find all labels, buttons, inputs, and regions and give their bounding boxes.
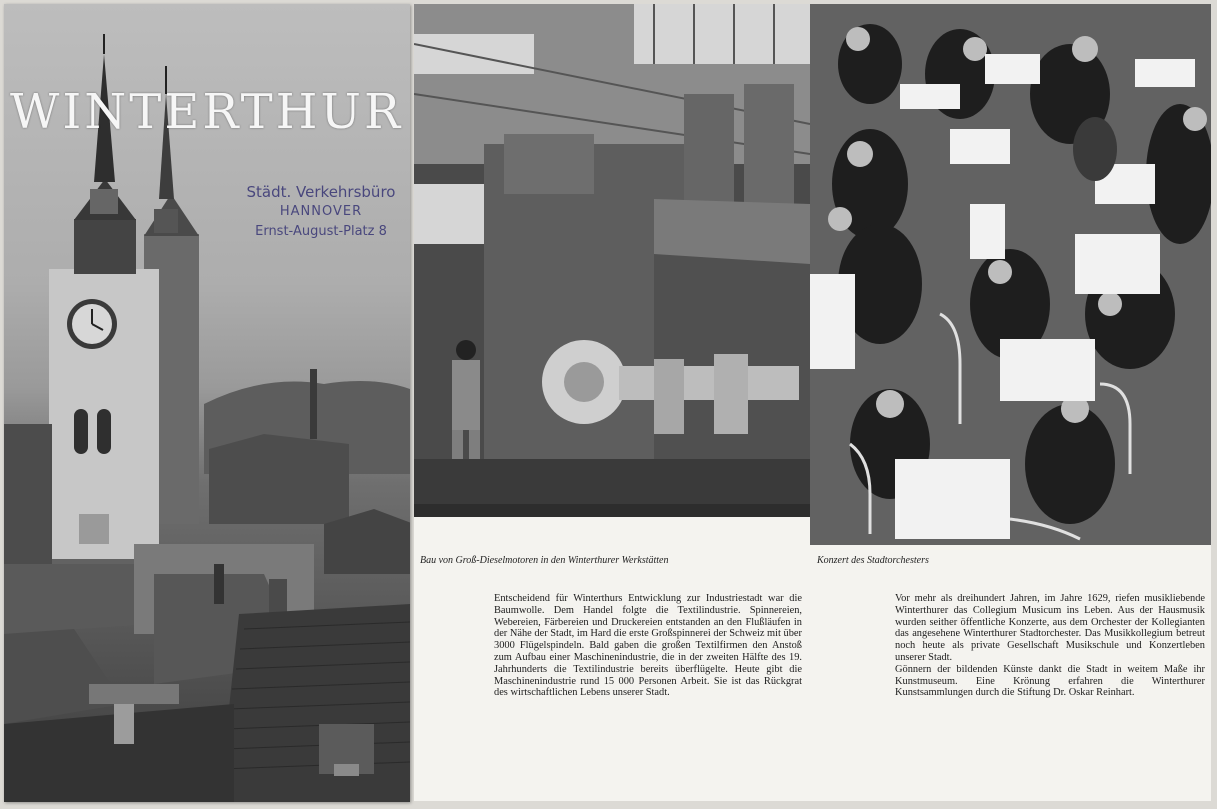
- paragraph: Gönnern der bildenden Künste dankt die Stadt in weitem Maße ihr Kunstmuseum. Eine Krönung erfahren die Winterthurer Kunstsammlungen durch die Stiftung Dr. Oskar Reinhart.: [895, 663, 1205, 699]
- stamp-line-office: Städt. Verkehrsbüro: [246, 183, 396, 201]
- office-stamp: [230, 182, 410, 242]
- paragraph: Vor mehr als dreihundert Jahren, im Jahre 1629, riefen musikliebende Winterthurer das Collegium Musicum ins Leben. Aus der Hausmusik wurden seither öffentliche Konzerte, aus dem Orchester der Kollegianten das angesehene Winterthurer Stadtorchester. Das Musikkollegium betreut noch heute als private Gesellschaft Musikschule und Konzertleben unserer Stadt.: [895, 593, 1205, 663]
- stamp-line-address: Ernst-August-Platz 8: [255, 224, 387, 239]
- industry-panel: [414, 4, 810, 801]
- paragraph: Entscheidend für Winterthurs Entwicklung zur Industriestadt war die Baumwolle. Dem Handel folgte die Textilindustrie. Spinnereien, Webereien, Färbereien und Druckereien entstanden an den Flußläufen in der Nähe der Stadt, im Hard die erste Großspinnerei der Schweiz mit über 3000 Flügelspindeln. Bald gaben die großen Textilfirmen den Anstoß zum Aufbau einer Maschinenindustrie, die in der zweiten Hälfte des 19. Jahrhunderts die Textilindustrie bereits überflügelte. Heute gibt die Maschinenindustrie rund 15 000 Personen Arbeit. Sie ist das Rückgrat des wirtschaftlichen Lebens unserer Stadt.: [494, 593, 802, 699]
- stamp-line-city: HANNOVER: [279, 204, 363, 219]
- diesel-engine-factory-photo: [414, 4, 810, 517]
- photo-caption: Konzert des Stadtorchesters: [817, 555, 929, 566]
- orchestra-concert-photo: [810, 4, 1211, 545]
- cover-panel: [4, 4, 410, 802]
- body-text-music: [895, 593, 1205, 699]
- photo-caption: Bau von Groß-Dieselmotoren in den Winterthurer Werkstätten: [420, 555, 669, 566]
- cover-title: WINTERTHUR: [10, 84, 404, 140]
- music-panel: [810, 4, 1211, 801]
- body-text-industry: [494, 593, 802, 699]
